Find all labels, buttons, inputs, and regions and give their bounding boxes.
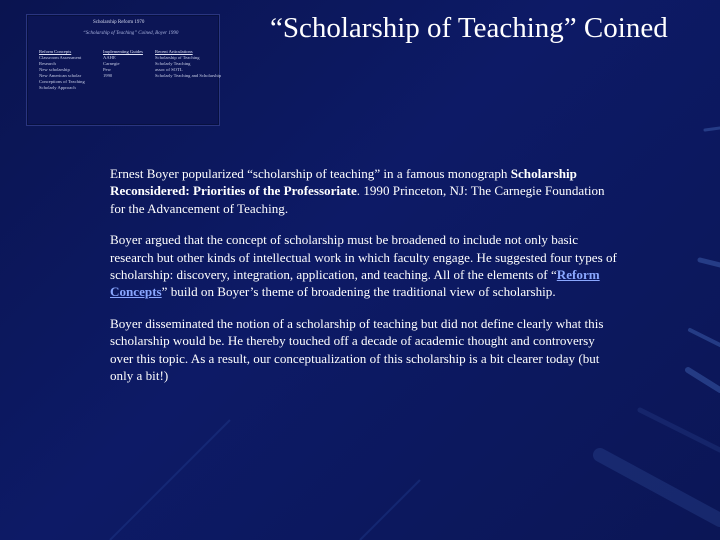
- reform-concepts-link[interactable]: Reform Concepts: [110, 266, 600, 300]
- reform-concepts-thumbnail[interactable]: [26, 14, 220, 126]
- slide-body: [110, 165, 620, 399]
- thumbnail-title: Scholarship Reform 1970: [93, 20, 145, 25]
- thumbnail-subtitle: “Scholarship of Teaching” Coined, Boyer 1990: [83, 31, 179, 36]
- paragraph-broadened-scholarship: Boyer argued that the concept of scholarship must be broadened to include not only basic research but other kinds of intellectual work in which faculty engage. He suggested four types of scholarship: discovery, integration, application, and teaching. All of the elements of “Reform Concepts” build on Boyer’s theme of broadening the traditional view of scholarship.: [110, 232, 617, 300]
- paragraph-boyer-monograph: Ernest Boyer popularized “scholarship of teaching” in a famous monograph Scholarship Reconsidered: Priorities of the Professoriate. 1990 Princeton, NJ: The Carnegie Foundation for the Advancement of Teaching.: [110, 166, 605, 216]
- thumbnail-column-implementing-guides: Implementing Guides AAHE Carnegie Pew 1990: [103, 49, 143, 78]
- slide-title: “Scholarship of Teaching” Coined: [270, 12, 668, 44]
- thumbnail-column-recent-articulations: Recent Articulations Scholarship of Teaching Scholarly Teaching assoc of SOTL Scholarly Teaching and Scholarship: [155, 49, 222, 78]
- thumbnail-column-reform-concepts: Reform Concepts Classroom Assessment Research New scholarship New American scholar Conceptions of Teaching Scholarly Approach: [39, 49, 85, 90]
- paragraph-dissemination: Boyer disseminated the notion of a scholarship of teaching but did not define clearly what this scholarship would be. He thereby touched off a decade of academic thought and controversy over this topic. As a result, our conceptualization of this scholarship is a bit clearer today (but only a bit!): [110, 316, 604, 383]
- monograph-title: Scholarship Reconsidered: Priorities of the Professoriate: [110, 166, 577, 199]
